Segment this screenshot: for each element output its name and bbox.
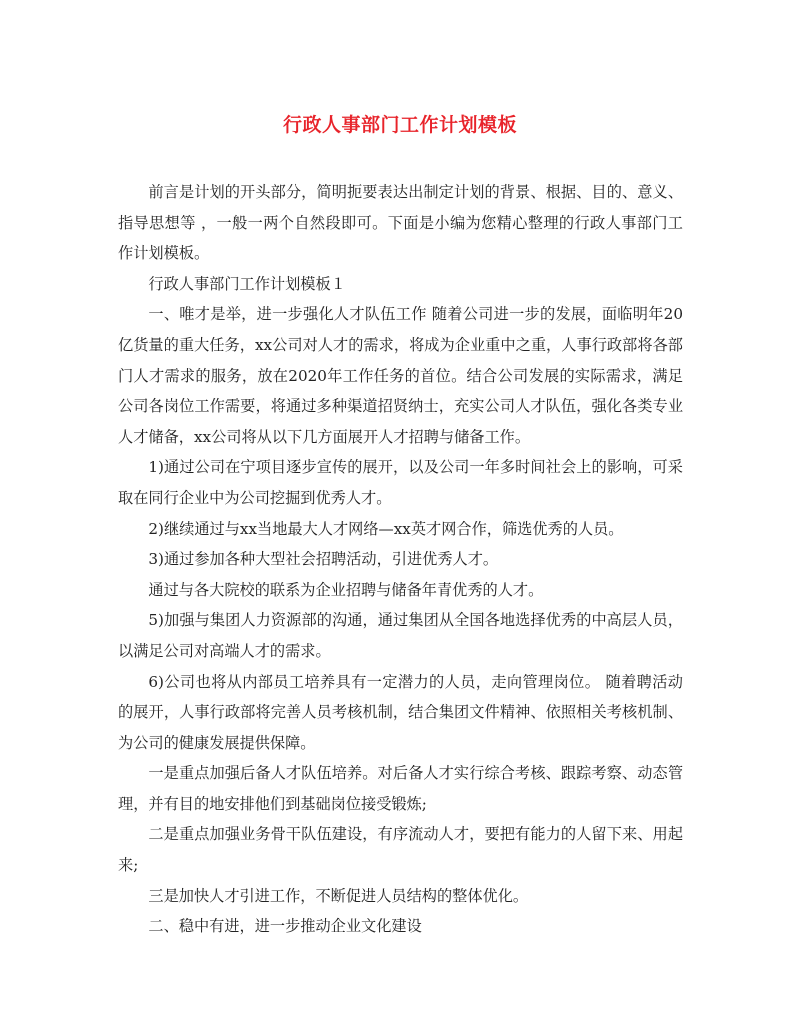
paragraph-point-second: 二是重点加强业务骨干队伍建设，有序流动人才，要把有能力的人留下来、用起来; [118, 825, 683, 875]
paragraph-item-4: 通过与各大院校的联系为企业招聘与储备年青优秀的人才。 [148, 580, 544, 599]
paragraph-point-third: 三是加快人才引进工作，不断促进人员结构的整体优化。 [148, 886, 529, 905]
paragraph-item-3: 3)通过参加各种大型社会招聘活动，引进优秀人才。 [148, 550, 499, 569]
paragraph-item-2: 2)继续通过与xx当地最大人才网络—xx英才网合作，筛选优秀的人员。 [148, 519, 624, 538]
document-body [118, 177, 683, 942]
paragraph-item-6: 6)公司也将从内部员工培养具有一定潜力的人员，走向管理岗位。 随着聘活动的展开，人事行政部将完善人员考核机制，结合集团文件精神、依照相关考核机制、为公司的健康发展提供保障。 [118, 672, 683, 752]
paragraph-subtitle: 行政人事部门工作计划模板１ [148, 274, 346, 293]
document-title: 行政人事部门工作计划模板 [282, 114, 517, 136]
paragraph-item-1: 1)通过公司在宁项目逐步宣传的展开，以及公司一年多时间社会上的影响，可采取在同行企业中为公司挖掘到优秀人才。 [118, 458, 683, 507]
paragraph-point-first: 一是重点加强后备人才队伍培养。对后备人才实行综合考核、跟踪考察、动态管理，并有目的地安排他们到基础岗位接受锻炼; [118, 764, 683, 813]
paragraph-item-5: 5)加强与集团人力资源部的沟通，通过集团从全国各地选择优秀的中高层人员，以满足公司对高端人才的需求。 [118, 611, 683, 660]
paragraph-section-two: 二、稳中有进，进一步推动企业文化建设 [148, 917, 422, 936]
paragraph-preface: 前言是计划的开头部分，简明扼要表达出制定计划的背景、根据、目的、意义、指导思想等 ，一般一两个自然段即可。下面是小编为您精心整理的行政人事部门工作计划模板。 [118, 183, 683, 263]
paragraph-section-one: 一、唯才是举，进一步强化人才队伍工作 随着公司进一步的发展，面临明年20亿货量的重大任务，xx公司对人才的需求，将成为企业重中之重，人事行政部将各部门人才需求的服务，放在2020年工作任务的首位。结合公司发展的实际需求，满足公司各岗位工作需要，将通过多种渠道招贤纳士，充实公司人才队伍，强化各类专业人才储备，xx公司将从以下几方面展开人才招聘与储备工作。 [118, 305, 683, 446]
